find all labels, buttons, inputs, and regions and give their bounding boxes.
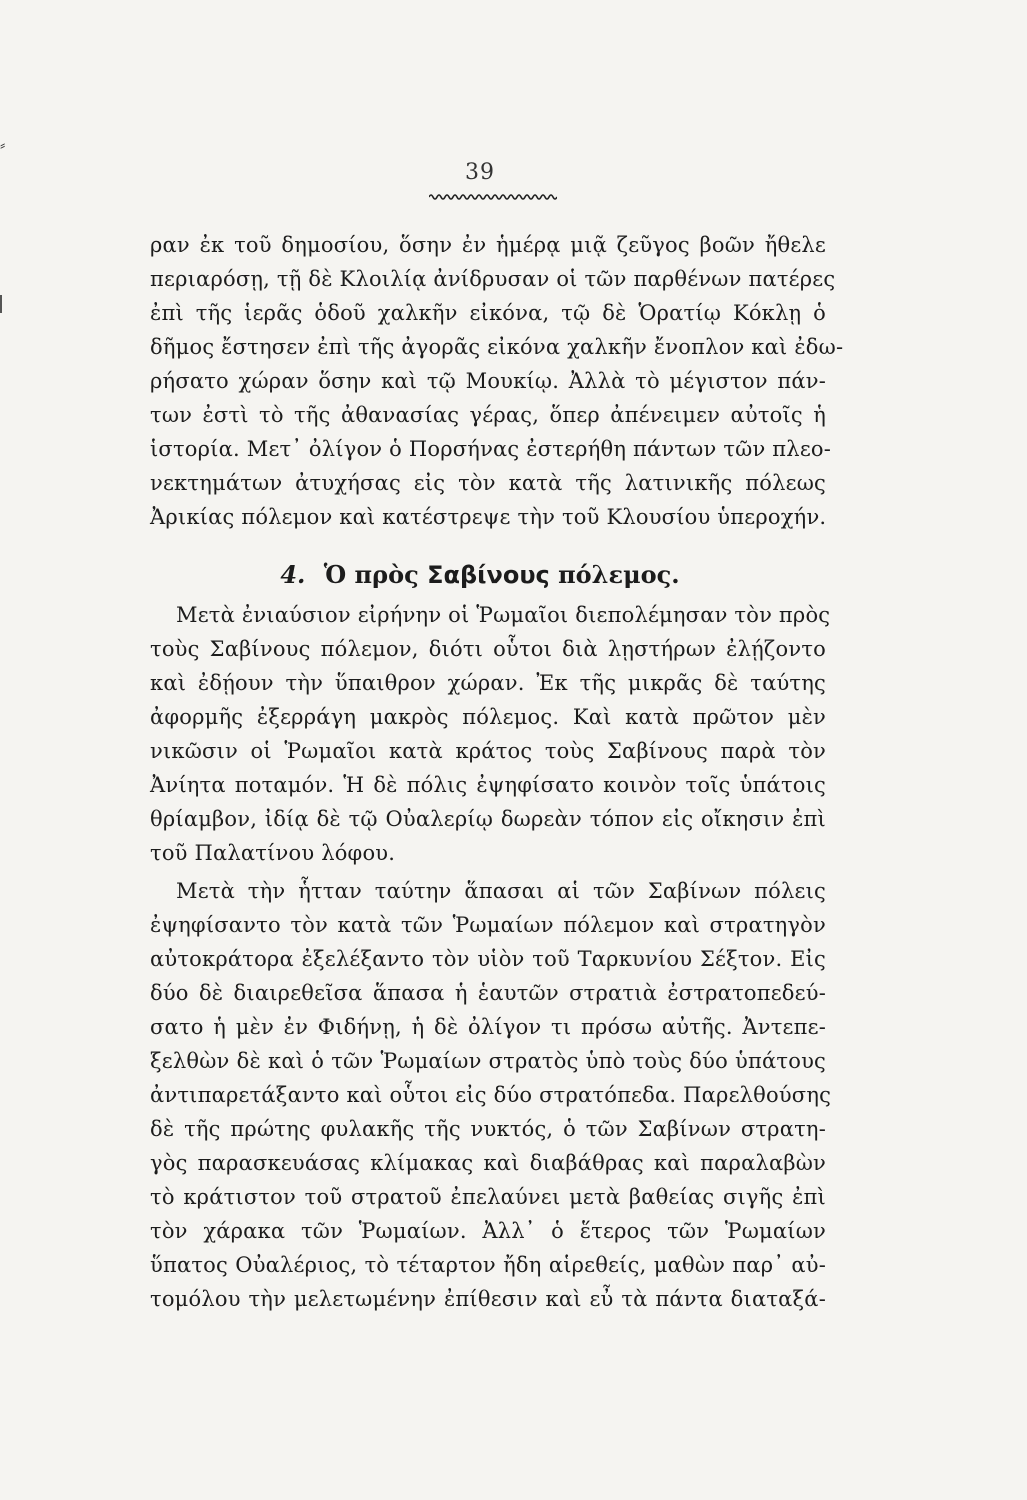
text-line: καὶ ἐδῄουν τὴν ὕπαιθρον χώραν. Ἐκ τῆς μικρᾶς δὲ ταύτης (150, 671, 826, 695)
text-line: των ἐστὶ τὸ τῆς ἀθανασίας γέρας, ὅπερ ἀπένειμεν αὐτοῖς ἡ (150, 403, 826, 427)
section-title-end: πόλεμος. (558, 560, 680, 589)
text-line: Μετὰ ἐνιαύσιον εἰρήνην οἱ Ῥωμαῖοι διεπολέμησαν τὸν πρὸς (176, 603, 831, 627)
text-line: δῆμος ἔστησεν ἐπὶ τῆς ἀγορᾶς εἰκόνα χαλκῆν ἔνοπλον καὶ ἐδω- (150, 335, 844, 359)
text-line: σατο ἡ μὲν ἐν Φιδήνῃ, ἡ δὲ ὀλίγον τι πρόσω αὐτῆς. Ἀντεπε- (150, 1015, 826, 1039)
page-number: 39 (465, 160, 495, 185)
text-line: τοὺς Σαβίνους πόλεμον, διότι οὗτοι διὰ λῃστήρων ἐλῄζοντο (150, 637, 826, 661)
text-line: περιαρόσῃ, τῇ δὲ Κλοιλίᾳ ἀνίδρυσαν οἱ τῶν παρθένων πατέρες (150, 267, 836, 291)
section-number: 4. (280, 560, 306, 589)
text-line: τὸ κράτιστον τοῦ στρατοῦ ἐπελαύνει μετὰ βαθείας σιγῆς ἐπὶ (150, 1185, 826, 1209)
text-line: νεκτημάτων ἀτυχήσας εἰς τὸν κατὰ τῆς λατινικῆς πόλεως (150, 471, 826, 495)
section-heading (0, 558, 960, 592)
text-line: ἐπὶ τῆς ἱερᾶς ὁδοῦ χαλκῆν εἰκόνα, τῷ δὲ Ὁρατίῳ Κόκλῃ ὁ (150, 301, 826, 325)
text-line: τοῦ Παλατίνου λόφου. (150, 841, 396, 865)
text-line: ρήσατο χώραν ὅσην καὶ τῷ Μουκίῳ. Ἀλλὰ τὸ μέγιστον πάν- (150, 369, 826, 393)
text-line: ἀφορμῆς ἐξερράγη μακρὸς πόλεμος. Καὶ κατὰ πρῶτον μὲν (150, 705, 826, 729)
section-title-emphasis: Σαβίνους (427, 561, 550, 589)
text-line: ἐψηφίσαντο τὸν κατὰ τῶν Ῥωμαίων πόλεμον καὶ στρατηγὸν (150, 913, 826, 937)
text-line: Ἀρικίας πόλεμον καὶ κατέστρεψε τὴν τοῦ Κλουσίου ὑπεροχήν. (150, 505, 827, 529)
text-line: Μετὰ τὴν ἧτταν ταύτην ἅπασαι αἱ τῶν Σαβίνων πόλεις (176, 879, 826, 903)
text-line: δὲ τῆς πρώτης φυλακῆς τῆς νυκτός, ὁ τῶν Σαβίνων στρατη- (150, 1117, 826, 1141)
text-line: γὸς παρασκευάσας κλίμακας καὶ διαβάθρας καὶ παραλαβὼν (150, 1151, 826, 1175)
binding-mark: ⸗ (0, 135, 6, 154)
text-line: ραν ἐκ τοῦ δημοσίου, ὅσην ἐν ἡμέρᾳ μιᾷ ζεῦγος βοῶν ἤθελε (150, 233, 826, 257)
text-line: θρίαμβον, ἰδίᾳ δὲ τῷ Οὐαλερίῳ δωρεὰν τόπον εἰς οἴκησιν ἐπὶ (150, 807, 826, 831)
text-line: ἱστορία. Μετ᾽ ὀλίγον ὁ Πορσήνας ἐστερήθη πάντων τῶν πλεο- (150, 437, 832, 461)
text-line: αὐτοκράτορα ἐξελέξαντο τὸν υἱὸν τοῦ Ταρκυνίου Σέξτον. Εἰς (150, 947, 826, 971)
text-line: νικῶσιν οἱ Ῥωμαῖοι κατὰ κράτος τοὺς Σαβίνους παρὰ τὸν (150, 739, 826, 763)
text-line: τὸν χάρακα τῶν Ῥωμαίων. Ἀλλ᾽ ὁ ἕτερος τῶν Ῥωμαίων (150, 1219, 826, 1243)
binding-tick (0, 295, 10, 313)
text-line: ἀντιπαρετάξαντο καὶ οὗτοι εἰς δύο στρατόπεδα. Παρελθούσης (150, 1083, 832, 1107)
section-title-start: Ὁ πρὸς (323, 560, 419, 589)
text-line: δύο δὲ διαιρεθεῖσα ἅπασα ἡ ἑαυτῶν στρατιὰ ἐστρατοπεδεύ- (150, 981, 826, 1005)
text-line: ὕπατος Οὐαλέριος, τὸ τέταρτον ἤδη αἱρεθείς, μαθὼν παρ᾽ αὐ- (150, 1253, 826, 1277)
wavy-rule-ornament (429, 193, 557, 201)
text-line: Ἀνίητα ποταμόν. Ἡ δὲ πόλις ἐψηφίσατο κοινὸν τοῖς ὑπάτοις (150, 773, 826, 797)
text-line: ξελθὼν δὲ καὶ ὁ τῶν Ῥωμαίων στρατὸς ὑπὸ τοὺς δύο ὑπάτους (150, 1049, 826, 1073)
text-line: τομόλου τὴν μελετωμένην ἐπίθεσιν καὶ εὖ τὰ πάντα διαταξά- (150, 1287, 826, 1311)
